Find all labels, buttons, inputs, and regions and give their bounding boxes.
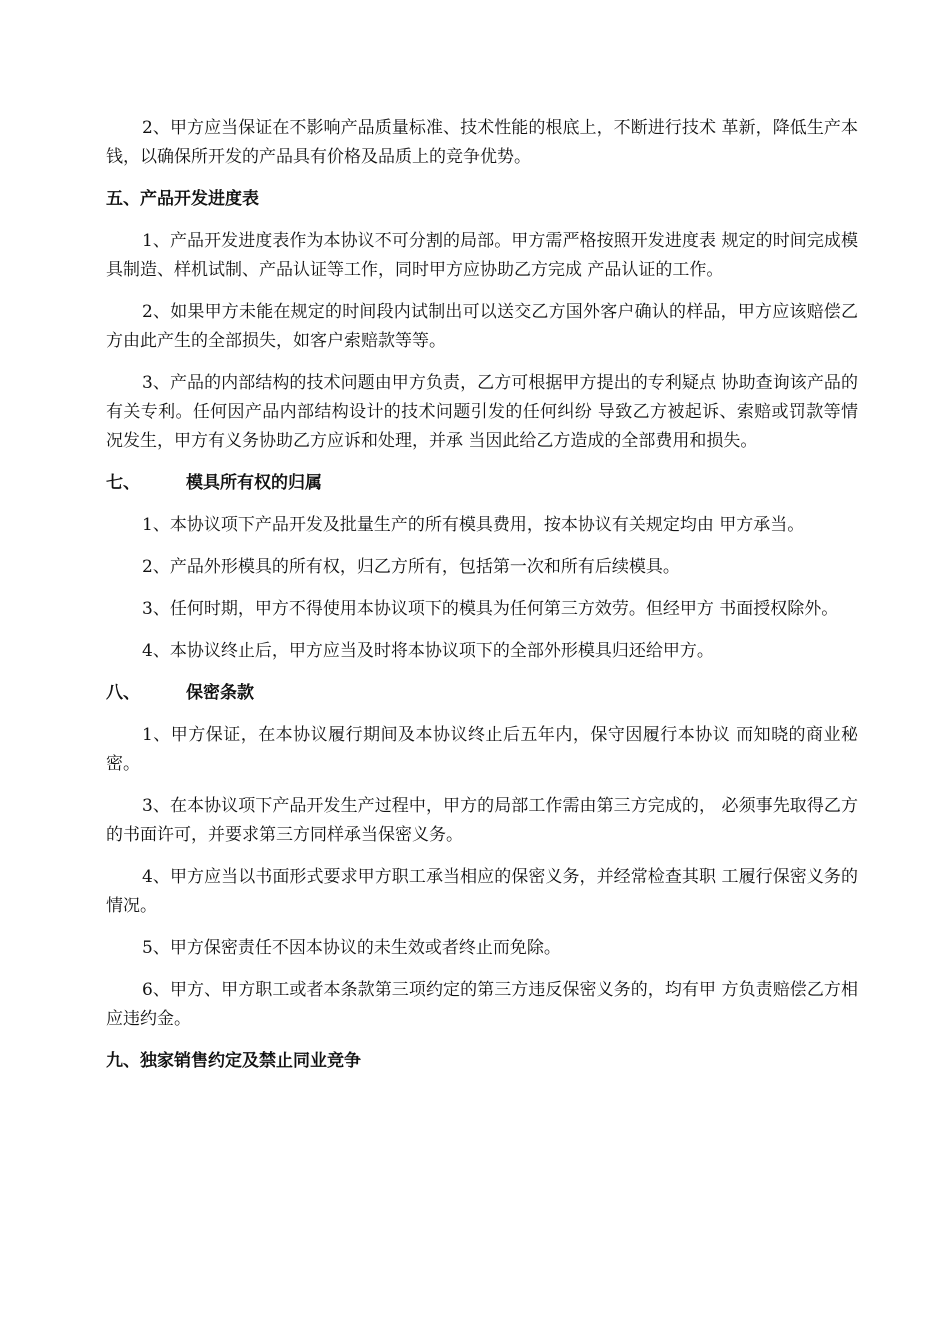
paragraph-8-1: 1、甲方保证，在本协议履行期间及本协议终止后五年内，保守因履行本协议 而知晓的商业秘密。 [106, 725, 858, 774]
paragraph-5-2b: 2、如果甲方未能在规定的时间段内试制出可以送交乙方国外客户确认的样品，甲方应该赔偿乙方由此产生的全部损失，如客户索赔款等等。 [106, 302, 858, 351]
section-number: 五、 [106, 189, 140, 209]
paragraph-5-3: 3、产品的内部结构的技术问题由甲方负责，乙方可根据甲方提出的专利疑点 协助查询该产品的有关专利。任何因产品内部结构设计的技术问题引发的任何纠纷 导致乙方被起诉、索赔或罚款等情况发生，甲方有义务协助乙方应诉和处理，并承 当因此给乙方造成的全部费用和损失。 [106, 373, 858, 451]
paragraph-8-5: 5、甲方保密责任不因本协议的未生效或者终止而免除。 [142, 938, 561, 958]
section-heading-5 [106, 185, 858, 214]
paragraph-7-4: 4、本协议终止后，甲方应当及时将本协议项下的全部外形模具归还给甲方。 [142, 641, 714, 661]
section-title: 保密条款 [186, 683, 254, 703]
section-heading-9 [106, 1047, 858, 1076]
paragraph-7-2: 2、产品外形模具的所有权，归乙方所有，包括第一次和所有后续模具。 [142, 557, 680, 577]
paragraph-8-4: 4、甲方应当以书面形式要求甲方职工承当相应的保密义务，并经常检查其职 工履行保密义务的情况。 [106, 867, 858, 916]
paragraph-8-3: 3、在本协议项下产品开发生产过程中，甲方的局部工作需由第三方完成的， 必须事先取得乙方的书面许可，并要求第三方同样承当保密义务。 [106, 796, 858, 845]
document-page [106, 114, 858, 1089]
section-heading-8 [106, 679, 858, 708]
paragraph-5-2: 2、甲方应当保证在不影响产品质量标准、技术性能的根底上，不断进行技术 革新，降低生产本钱，以确保所开发的产品具有价格及品质上的竞争优势。 [106, 118, 858, 167]
section-title: 独家销售约定及禁止同业竞争 [140, 1051, 361, 1071]
paragraph-8-6: 6、甲方、甲方职工或者本条款第三项约定的第三方违反保密义务的，均有甲 方负责赔偿乙方相应违约金。 [106, 980, 858, 1029]
section-number: 七、 [106, 473, 140, 493]
section-heading-7 [106, 469, 858, 498]
section-number: 八、 [106, 683, 140, 703]
paragraph-7-1: 1、本协议项下产品开发及批量生产的所有模具费用，按本协议有关规定均由 甲方承当。 [142, 515, 805, 535]
paragraph-7-3: 3、任何时期，甲方不得使用本协议项下的模具为任何第三方效劳。但经甲方 书面授权除外。 [142, 599, 839, 619]
paragraph-5-1: 1、产品开发进度表作为本协议不可分割的局部。甲方需严格按照开发进度表 规定的时间完成模具制造、样机试制、产品认证等工作，同时甲方应协助乙方完成 产品认证的工作。 [106, 231, 858, 280]
section-title: 模具所有权的归属 [186, 473, 322, 493]
section-title: 产品开发进度表 [140, 189, 259, 209]
section-number: 九、 [106, 1051, 140, 1071]
